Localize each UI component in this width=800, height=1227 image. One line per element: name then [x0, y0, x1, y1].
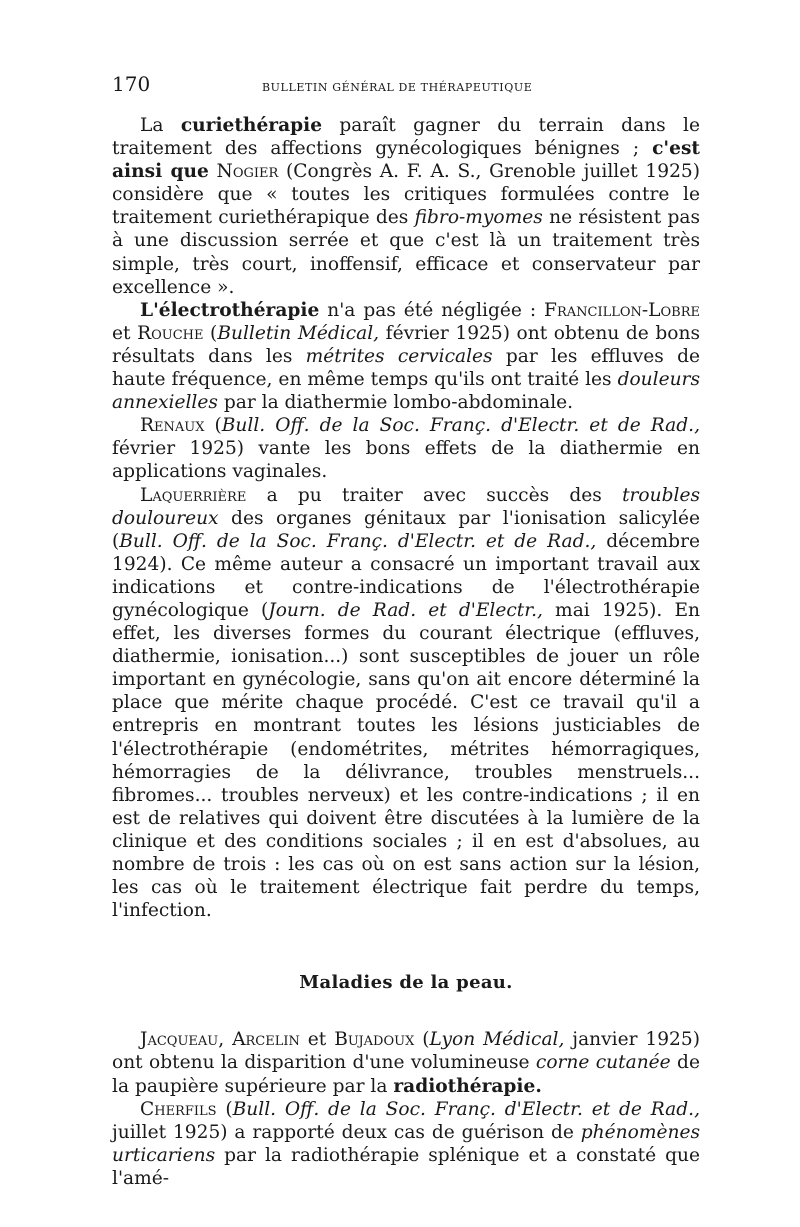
italic-term: corne cutanée — [535, 1052, 671, 1074]
journal-title: Bulletin Médical, — [217, 322, 380, 344]
running-title: BULLETIN GÉNÉRAL DE THÉRAPEUTIQUE — [262, 81, 533, 94]
paragraph-renaux — [112, 414, 700, 483]
text-span — [209, 161, 217, 182]
section-title: Maladies de la peau. — [299, 972, 513, 994]
author-name: Jacqueau — [140, 1029, 219, 1051]
journal-title: Lyon Médical, — [429, 1029, 565, 1051]
text-span: des organes génitaux par l'ionisation salicylée ( — [112, 507, 700, 552]
text-span: La — [140, 115, 181, 136]
text-span: juillet 1925) a rapporté deux cas de guérison de — [112, 1121, 581, 1143]
author-name: Francillon-Lobre — [544, 299, 700, 321]
author-name: Nogier — [216, 161, 279, 183]
author-name: Arcelin — [232, 1029, 300, 1051]
paragraph-curietherapie — [112, 114, 700, 299]
italic-term: fibro-myomes — [414, 207, 543, 229]
author-name: Renaux — [140, 415, 205, 437]
paragraph-electrotherapie — [112, 299, 700, 414]
journal-title: Bull. Off. de la Soc. Franç. d'Electr. et de Rad., — [119, 530, 597, 552]
text-span: ( — [204, 415, 222, 437]
paragraph-laquerriere — [112, 484, 700, 923]
page-number: 170 — [112, 72, 151, 96]
text-span: mai 1925). En effet, les diverses formes du courant électrique (effluves, diathermie, ionisation...) sont susceptibles de jouer un rôle important en gynécologie, sans qu'on ait encore déterminé la place que mérite chaque procédé. C'est ce travail qu'il a entrepris en montrant toutes les lésions justiciables de l'électrothérapie (endométrites, métrites hémorragiques, hémorragies de la délivrance, troubles menstruels... fibromes... troubles nerveux) et les contre-indications ; il en est de relatives qui doivent être discutées à la lumière de la clinique et des conditions sociales ; il en est d'absolues, au nombre de trois : les cas où on est sans action sur la lésion, les cas où le traitement électrique fait perdre du temps, l'infection. — [112, 599, 700, 922]
text-span: janvier 1925) ont obtenu la disparition d'une volumineuse — [112, 1029, 700, 1074]
bold-term: curiethérapie — [180, 115, 323, 136]
text-span: a pu traiter avec succès des — [246, 484, 623, 506]
paragraph-cherfils — [112, 1098, 700, 1190]
page-header — [112, 72, 700, 106]
text-span: et — [112, 322, 138, 344]
text-span: par la radiothérapie splénique et a constaté que l'amé- — [112, 1144, 700, 1189]
paragraph-jacqueau — [112, 1028, 700, 1097]
text-span: ( — [216, 1098, 233, 1120]
bold-term: L'électrothérapie — [140, 299, 320, 321]
text-span: , — [218, 1029, 233, 1051]
text-span: ( — [203, 322, 218, 344]
author-name: Rouche — [137, 322, 204, 344]
italic-term: troubles douloureux — [112, 484, 700, 529]
text-span: février 1925) vante les bons effets de la diathermie en applications vaginales. — [112, 438, 700, 483]
text-span: par les effluves de haute fréquence, en même temps qu'ils ont traité les — [112, 345, 700, 391]
text-span: par la diathermie lombo-abdominale. — [217, 392, 574, 414]
journal-title: Bull. Off. de la Soc. Franç. d'Electr. et de Rad., — [232, 1098, 700, 1120]
text-span: ( — [414, 1029, 430, 1051]
document-body — [112, 114, 700, 1190]
text-span: de la paupière supérieure par la — [112, 1052, 700, 1097]
text-span: n'a pas été négligée : — [319, 299, 545, 321]
bold-term: radiothérapie. — [393, 1075, 542, 1097]
journal-title: Bull. Off. de la Soc. Franç. d'Electr. et de Rad., — [221, 415, 700, 437]
text-span: ne résistent pas à une discussion serrée et que c'est là un traitement très simple, très court, inoffensif, efficace et conservateur par excellence ». — [112, 207, 700, 298]
bold-phrase: c'est ainsi que — [112, 138, 700, 183]
text-span: et — [299, 1029, 335, 1051]
italic-term: douleurs annexielles — [112, 369, 700, 414]
author-name: Cherfils — [140, 1098, 217, 1120]
italic-term: phénomènes urticariens — [112, 1121, 700, 1166]
author-name: Laquerrière — [140, 484, 247, 506]
text-span: (Congrès A. F. A. S., Grenoble juillet 1925) considère que « toutes les critiques formulées contre le traitement curiethérapique des — [112, 161, 700, 229]
text-span: paraît gagner du terrain dans le traitement des affections gynécologiques bénignes ; — [112, 115, 700, 160]
text-span: décembre 1924). Ce même auteur a consacré un important travail aux indications et contre-indications de l'électrothérapie gynécologique ( — [112, 530, 700, 621]
document-page — [112, 72, 700, 1190]
author-name: Bujadoux — [334, 1029, 415, 1051]
text-span: février 1925) ont obtenu de bons résultats dans les — [112, 322, 701, 367]
journal-title: Journ. de Rad. et d'Electr., — [268, 599, 543, 621]
italic-term: métrites cervicales — [305, 345, 493, 367]
